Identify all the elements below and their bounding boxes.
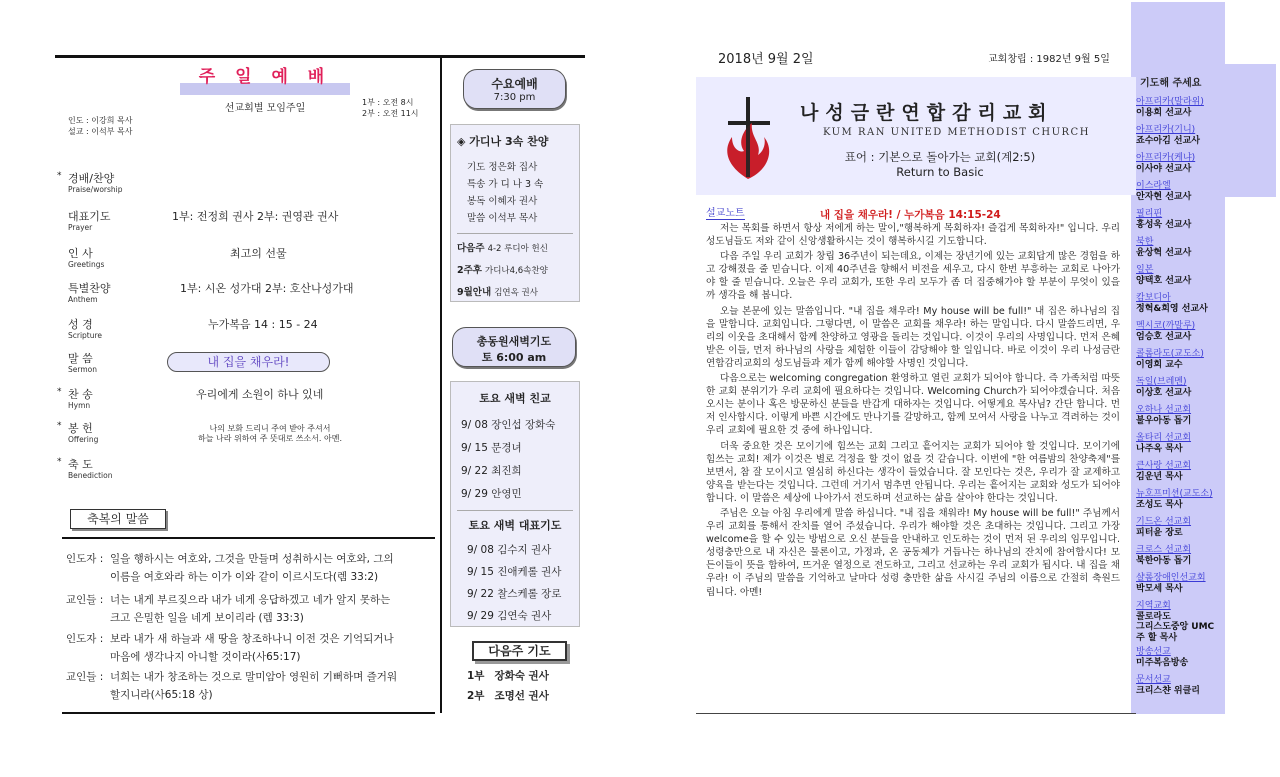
offering-line: 하늘 나라 위하여 주 뜻대로 쓰소서. 아멘. [198, 434, 342, 443]
prayer-row: 9/ 29 김연숙 권사 [467, 610, 552, 622]
reading-text: 일을 행하시는 여호와, 그것을 만들며 성취하시는 여호와, 그의 [110, 553, 394, 565]
missionary-name: 조성도 목사 [1136, 499, 1183, 510]
reading-line [66, 668, 436, 704]
fellowship-list [457, 414, 573, 506]
reading-text: 크고 은밀한 일을 네게 보이리라 (렘 33:3) [110, 612, 304, 624]
missionary-name: 나주옥 목사 [1136, 443, 1183, 454]
cross-and-flame-icon [718, 93, 782, 183]
mission-field: 멕시코(까말루) [1136, 321, 1196, 331]
mission-field: 문서선교 [1136, 675, 1171, 685]
upcoming-label: 9월안내 [457, 287, 492, 298]
next-week-value: 조명선 권사 [494, 690, 549, 702]
order-value: 최고의 선물 [230, 247, 287, 260]
blessing-title: 축복의 말씀 [70, 509, 166, 529]
missionary-name: 콜로라도 그리스도중앙 UMC 주 할 목사 [1136, 611, 1215, 643]
mission-field: 크로스 선교회 [1136, 545, 1192, 555]
missionary-name: 이용희 선교사 [1136, 107, 1192, 118]
order-label: 경배/찬양 [68, 172, 115, 185]
missionary-item [1136, 405, 1276, 426]
order-label: 축 도 [68, 458, 93, 471]
sermon-paragraph: 주님은 오늘 아침 우리에게 말씀 하십니다. "내 집을 채워라! My house will be full!" 주님께서 우리 교회를 통해서 잔치를 열어 주셨습니다. 우리가 해야할 것은 초대하는 것입니다. 그리고 가장 welcome을 할 수 있는 방법으로 오신 분들을 안내하고 인도하는 것이 먼저 된 우리의 임무입니다. 성령충만으로 내 자신은 물론이고, 가정과, 온 공동체가 거듭나는 하나님의 잔치에 참여합시다! 모든이들이 뜻을 합하여, 뜨거운 열정으로 전도하고, 그리고 선교하는 우리 교회가 됩시다. 내 집을 채우라! 이 주님의 말씀을 기억하고 날마다 성령 충만한 삶을 사시길 주님의 이름으로 간절히 축원드립니다. 아멘! [706, 507, 1120, 598]
next-week-label: 2부 [467, 690, 485, 702]
leader-line: 인도 : 이강희 목사 [68, 116, 133, 125]
missionary-name: 홍성욱 선교사 [1136, 219, 1192, 230]
prayer-row: 9/ 08 김수지 권사 [467, 544, 552, 556]
upcoming-value: 김연옥 권사 [494, 288, 538, 298]
bottom-rule [62, 712, 435, 714]
bulletin-date: 2018년 9월 2일 [718, 52, 814, 67]
upcoming-value: 4-2 루디아 헌신 [487, 244, 548, 254]
wednesday-title: 수요예배 [491, 77, 538, 91]
order-english: Prayer [68, 223, 93, 232]
reading-speaker: 인도자 : [66, 633, 104, 645]
order-english: Benediction [68, 471, 113, 480]
order-english: Anthem [68, 295, 98, 304]
column-divider [440, 58, 442, 713]
missionary-name: 이사야 선교사 [1136, 163, 1192, 174]
order-label: 봉 헌 [68, 422, 93, 435]
missionary-name: 정혁&희영 선교사 [1136, 303, 1208, 314]
missionary-item [1136, 153, 1276, 174]
sermon-note-label: 설교노트 [706, 204, 745, 220]
order-label: 인 사 [68, 247, 93, 260]
mission-field: 아프리카(케냐) [1136, 153, 1196, 163]
order-english: Praise/worship [68, 185, 123, 194]
mission-field: 오하나 선교회 [1136, 405, 1192, 415]
church-name-english: KUM RAN UNITED METHODIST CHURCH [823, 127, 1090, 138]
founded-date: 교회창립 : 1982년 9월 5일 [988, 54, 1110, 65]
prayer-request-title: 기도해 주세요 [1140, 78, 1202, 89]
next-week-row [467, 668, 549, 683]
order-label: 말 씀 [68, 352, 93, 365]
dawn-time: 토 6:00 am [481, 351, 547, 364]
stand-mark: * [57, 457, 62, 467]
reading-speaker: 교인들 : [66, 594, 104, 606]
motto-korean: 표어 : 기본으로 돌아가는 교회(계2:5) [844, 150, 1036, 164]
sermon-paragraph: 저는 목회를 하면서 항상 저에게 하는 말이,"행복하게 목회하자! 즐겁게 목회하자!" 입니다. 우리 성도님들도 저와 같이 신앙생활하시는 것이 행복하시길 기도합니다. [706, 223, 1120, 248]
mission-field: 북한 [1136, 237, 1154, 247]
mission-field: 지역교회 [1136, 601, 1171, 611]
missionary-name: 박모세 목사 [1136, 583, 1183, 594]
reading-text: 마음에 생각나지 아니할 것이라(사65:17) [110, 651, 301, 663]
mission-field: 필리핀 [1136, 209, 1163, 219]
missionary-name: 김운년 목사 [1136, 471, 1183, 482]
next-week-prayer-title: 다음주 기도 [472, 641, 567, 661]
right-page [640, 0, 1280, 777]
missionary-item [1136, 573, 1276, 594]
reading-speaker: 인도자 : [66, 553, 104, 565]
missionary-item [1136, 125, 1276, 146]
saturday-prayer-title: 토요 새벽 대표기도 [468, 519, 562, 532]
missionary-item [1136, 265, 1276, 286]
blessing-rule [62, 537, 435, 539]
praise-list [457, 159, 573, 227]
offering-line: 나의 보화 드리니 주여 받아 주셔서 [209, 424, 331, 433]
church-name-korean: 나성금란연합감리교회 [800, 102, 1054, 124]
saturday-fellowship-title: 토요 새벽 친교 [479, 392, 551, 405]
church-motto [825, 150, 1055, 180]
order-value: 1부: 시온 성가대 2부: 호산나성가대 [180, 282, 354, 295]
saturday-prayer-section [457, 510, 573, 627]
missionary-item [1136, 545, 1276, 566]
mission-field: 올타리 선교회 [1136, 433, 1192, 443]
upcoming-list [457, 233, 573, 304]
upcoming-label: 다음주 [457, 243, 485, 254]
dawn-title: 총동원새벽기도 [476, 335, 552, 348]
order-label: 찬 송 [68, 388, 93, 401]
order-english: Greetings [68, 260, 105, 269]
missionary-name: 양택호 선교사 [1136, 275, 1192, 286]
sermon-paragraph: 다음으로는 welcoming congregation 환영하고 열린 교회가 되어야 합니다. 즉 가족처럼 따뜻한 교회 분위기가 우리 교회에 필요하다는 것입니다. Welcoming Church가 되어야겠습니다. 처음오시는 분이나 혹은 방문하신 분들을 반갑게 대하자는 것입니다. 어떻게요 목사님? 간단 합니다. 먼저 인사합시다. 이렇게 바쁜 시간에도 만나기를 갈망하고, 함께 모여서 사랑을 나누고 격려하는 것이 우리 교회에 필요한 것 중에 하나입니다. [706, 373, 1120, 437]
offering-hymn [190, 424, 350, 444]
praise-row: 말씀 이석부 목사 [467, 213, 538, 224]
praise-box [450, 124, 580, 302]
missionary-item [1136, 237, 1276, 258]
missionary-item [1136, 517, 1276, 538]
prayer-list [457, 539, 573, 627]
fellowship-row: 9/ 08 장인섭 장화숙 [461, 419, 556, 431]
missionary-name: 안자현 선교사 [1136, 191, 1192, 202]
mission-field: 샬롬장애인선교회 [1136, 573, 1206, 583]
order-label: 대표기도 [68, 210, 111, 223]
order-english: Sermon [68, 365, 97, 374]
missionary-item [1136, 647, 1276, 668]
sermon-body [706, 222, 1120, 601]
prayer-row: 9/ 15 진애케롤 권사 [467, 566, 562, 578]
missionary-item [1136, 293, 1276, 314]
next-week-label: 1부 [467, 670, 485, 682]
order-value: 우리에게 소원이 하나 있네 [196, 388, 324, 401]
missionary-name: 윤상혁 선교사 [1136, 247, 1192, 258]
missionary-item [1136, 181, 1276, 202]
sermon-title-pill: 내 집을 채우라! [167, 352, 330, 372]
order-label: 성 경 [68, 318, 93, 331]
upcoming-label: 2주후 [457, 265, 482, 276]
mission-field: 캄보디아 [1136, 293, 1171, 303]
missionary-name: 엄승호 선교사 [1136, 331, 1192, 342]
sermon-paragraph: 다음 주일 우리 교회가 창립 36주년이 되는데요, 이제는 장년기에 있는 교회답게 많은 경험을 하고 강해졌을 줄 믿습니다. 이제 40주년을 향해서 비전을 세우고, 다시 한번 부흥하는 교회로 나아가야 할 줄 믿습니다. 오늘은 우리 교회가, 또한 우리 모두가 좀 더 집중해가야 할 부분이 무엇이 있을까 생각을 해 봅니다. [706, 251, 1120, 302]
sermon-heading: 내 집을 채우라! / 누가복음 14:15-24 [820, 209, 1001, 221]
service-times [362, 97, 419, 119]
mission-field: 독일(브레멘) [1136, 377, 1187, 387]
praise-title: ◈ 가디나 3속 찬양 [457, 135, 549, 148]
prayer-row: 9/ 22 찰스케롤 장로 [467, 588, 562, 600]
motto-english: Return to Basic [896, 165, 984, 179]
worship-subtitle: 선교회별 모임주일 [224, 103, 306, 114]
order-value: 1부: 전정희 권사 2부: 권영관 권사 [172, 210, 339, 223]
mission-field: 뉴호프미션(교도소) [1136, 489, 1213, 499]
wednesday-time: 7:30 pm [493, 92, 536, 103]
missionary-name: 미주복음방송 [1136, 657, 1189, 668]
preacher-line: 설교 : 이석부 목사 [68, 127, 133, 136]
praise-row: 봉독 이혜자 권사 [467, 196, 538, 207]
reading-text: 보라 내가 새 하늘과 새 땅을 창조하나니 이전 것은 기억되거나 [110, 633, 394, 645]
dawn-prayer [452, 327, 576, 367]
missionary-name: 이영희 교수 [1136, 359, 1183, 370]
sermon-paragraph: 오늘 본문에 있는 말씀입니다. "내 집을 채우라! My house will be full!" 내 집은 하나님의 집을 말합니다. 교회입니다. 그렇다면, 이 말씀은 교회를 채우라! 하는 말입니다. 다시 말씀드리면, 우리의 이웃을 초대해서 함께 찬양하고 영광을 돌리는 것입니다. 이것이 우리의 사명입니다. 먼저 은혜 받은 이들, 먼저 하나님의 사랑을 체험한 이들이 감당해야 할 일입니다. 바로 이것이 우리 나성금란연합감리교회의 성도님들과 제가 함께 해야할 사명인 것입니다. [706, 305, 1120, 369]
missionary-name: 불우아동 돕기 [1136, 415, 1192, 426]
mission-field: 아프리카(말라위) [1136, 97, 1204, 107]
missionary-name: 피터윤 장로 [1136, 527, 1183, 538]
order-value: 누가복음 14 : 15 - 24 [208, 318, 318, 331]
mission-field: 아프리카(기니) [1136, 125, 1196, 135]
missionary-item [1136, 349, 1276, 370]
next-week-row [467, 688, 549, 703]
praise-row: 특송 가 디 나 3 속 [467, 179, 544, 190]
reading-speaker: 교인들 : [66, 671, 104, 683]
mission-field: 기드온 선교회 [1136, 517, 1192, 527]
missionary-item [1136, 433, 1276, 454]
missionary-name: 북한아동 돕기 [1136, 555, 1192, 566]
upcoming-value: 가디나4,6속찬양 [485, 266, 548, 276]
reading-text: 너희는 내가 창조하는 것으로 말미암아 영원히 기뻐하며 즐거워 [110, 671, 398, 683]
mission-field: 콜롬라도(교도소) [1136, 349, 1204, 359]
missionary-item [1136, 601, 1276, 643]
sermon-paragraph: 더욱 중요한 것은 모이기에 힘쓰는 교회 그리고 흩어지는 교회가 되어야 할 것입니다. 모이기에 힘쓰는 교회! 제가 이것은 별로 걱정을 할 것이 없을 것 같습니다. 이번에 "한 여름밤의 찬양축제"를 보면서, 참 잘 모이시고 열심히 하신다는 생각이 들었습니다. 잘 모인다는 것은, 우리가 잘 교제하고 양육을 받는다는 것입니다. 그런데 거기서 멈추면 안됩니다. 우리는 흩어지는 교회와 성도가 되어야 합니다. 이 말씀은 세상에 나아가서 전도하며 선교하는 삶을 살아야 한다는 것입니다. [706, 440, 1120, 504]
fellowship-row: 9/ 22 최진희 [461, 465, 522, 477]
missionary-item [1136, 97, 1276, 118]
missionary-name: 크리스챤 위클리 [1136, 685, 1200, 696]
missionary-item [1136, 377, 1276, 398]
next-week-value: 장화숙 권사 [494, 670, 549, 682]
missionary-item [1136, 675, 1276, 696]
missionary-item [1136, 321, 1276, 342]
top-rule [55, 55, 585, 58]
missionary-item [1136, 489, 1276, 510]
worship-leaders [68, 115, 132, 137]
order-english: Offering [68, 435, 99, 444]
reading-text: 할지니라(사65:18 상) [110, 689, 213, 701]
order-label: 특별찬양 [68, 282, 111, 295]
saturday-box [450, 381, 580, 627]
worship-title: 주 일 예 배 [198, 67, 332, 87]
service-time-1: 1부 : 오전 8시 [362, 98, 414, 107]
reading-line [66, 591, 436, 627]
fellowship-row: 9/ 29 안영민 [461, 488, 522, 500]
missionary-item [1136, 461, 1276, 482]
reading-text: 너는 내게 부르짖으라 내가 네게 응답하겠고 네가 알지 못하는 [110, 594, 391, 606]
mission-field: 큰사랑 선교회 [1136, 461, 1192, 471]
missionary-name: 죠수아김 선교사 [1136, 135, 1200, 146]
mission-field: 방송선교 [1136, 647, 1171, 657]
mission-field: 이스라엘 [1136, 181, 1171, 191]
reading-line [66, 630, 436, 666]
stand-mark: * [57, 171, 62, 181]
fellowship-row: 9/ 15 문경녀 [461, 442, 522, 454]
stand-mark: * [57, 421, 62, 431]
reading-text: 이름을 여호와라 하는 이가 이와 같이 이르시도다(렘 33:2) [110, 571, 379, 583]
missionary-name: 이상호 선교사 [1136, 387, 1192, 398]
stand-mark: * [57, 387, 62, 397]
order-english: Hymn [68, 401, 91, 410]
order-english: Scripture [68, 331, 103, 340]
service-time-2: 2부 : 오전 11시 [362, 109, 419, 118]
sermon-bottom-rule [696, 713, 1136, 714]
wednesday-service [463, 69, 566, 109]
mission-field: 일본 [1136, 265, 1154, 275]
reading-line [66, 550, 436, 586]
praise-row: 기도 정은화 집사 [467, 162, 538, 173]
missionary-item [1136, 209, 1276, 230]
